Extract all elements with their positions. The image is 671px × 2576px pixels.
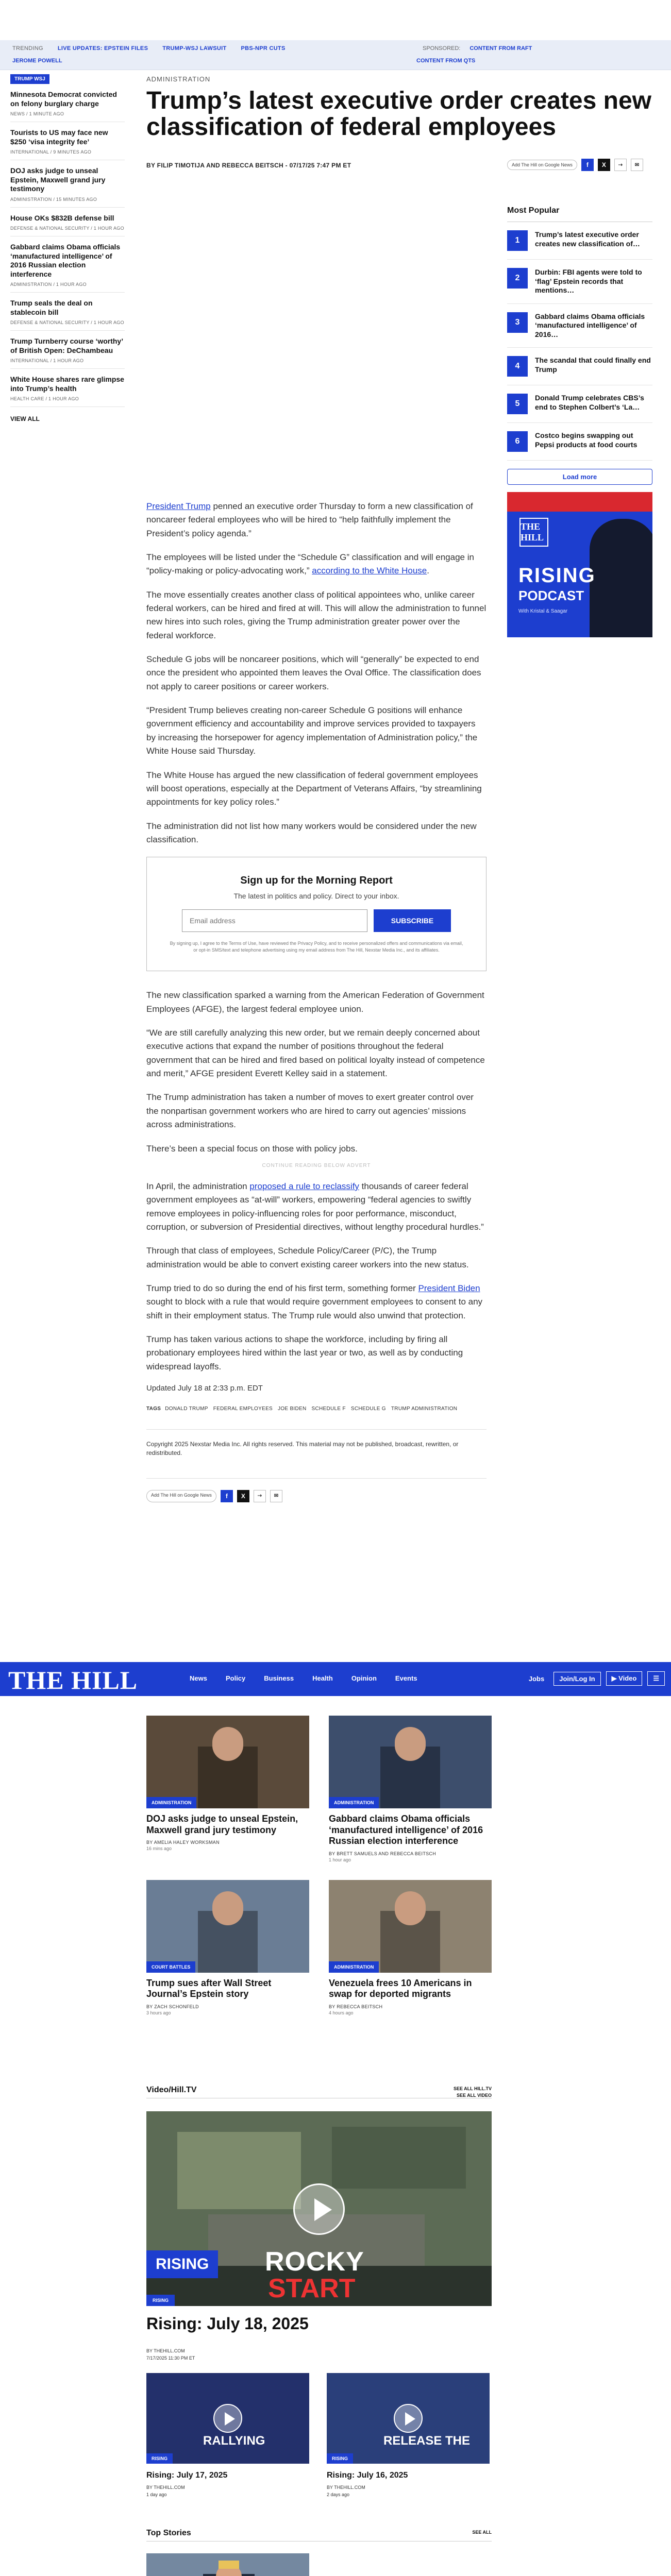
article-paragraph: Trump tried to do so during the end of his first term, something former President Biden sought to block with a rule that would require government employees to consent to any shift in their employment status. The Trump rule would also unwind that protection. xyxy=(146,1283,483,1320)
latest-news-title: Trump Turnberry course ‘worthy’ of British Open: DeChambeau xyxy=(10,337,123,354)
latest-news-meta: ADMINISTRATION / 1 HOUR AGO xyxy=(10,282,87,287)
article-paragraph: “We are still carefully analyzing this new order, but we remain deeply concerned about executive actions that expand the number of positions throughout the federal government that can be hired and fired based on political loyalty instead of competence and merit,” AFGE president Everett Kelley said in a statement. xyxy=(146,1028,485,1079)
video-category-tag: RISING xyxy=(146,2295,175,2306)
video-overlay-text: START xyxy=(268,2274,356,2303)
story-time: 1 hour ago xyxy=(329,1857,351,1862)
google-news-button[interactable]: Add The Hill on Google News xyxy=(146,1490,216,1502)
email-icon[interactable]: ✉ xyxy=(270,1490,282,1502)
video-category-tag: RISING xyxy=(146,2453,173,2464)
newsletter-form xyxy=(167,909,465,932)
video-card[interactable] xyxy=(327,2373,490,2498)
trending-link[interactable]: JEROME POWELL xyxy=(12,58,62,64)
story-tag: ADMINISTRATION xyxy=(146,1797,196,1808)
featured-video-title[interactable]: Rising: July 18, 2025 xyxy=(146,2314,309,2333)
video-byline: BY THEHILL.COM xyxy=(327,2485,365,2490)
facebook-icon[interactable]: f xyxy=(221,1490,233,1502)
newsletter-heading: Sign up for the Morning Report xyxy=(240,875,393,887)
latest-news-item[interactable] xyxy=(10,160,125,208)
facebook-icon[interactable]: f xyxy=(581,159,594,171)
most-popular xyxy=(507,206,652,637)
story-byline: BY ZACH SCHONFELD xyxy=(146,2004,199,2009)
video-meta xyxy=(146,2484,309,2498)
most-popular-title: Costco begins swapping out Pepsi products at food courts xyxy=(535,431,638,449)
play-icon[interactable] xyxy=(394,2404,423,2433)
share-icon[interactable]: ⇢ xyxy=(254,1490,266,1502)
story-card[interactable] xyxy=(146,1716,309,1862)
video-button[interactable] xyxy=(606,1671,643,1686)
latest-news-item[interactable] xyxy=(10,84,125,122)
article-paragraph: The move essentially creates another class of political appointees who, unlike career federal workers, can be hired and fired at will. This will allow the administration to funnel new hires into such roles, giving the Trump administration greater power over the federal workforce. xyxy=(146,589,487,640)
trending-link[interactable]: TRUMP-WSJ LAWSUIT xyxy=(162,45,227,52)
story-tag: ADMINISTRATION xyxy=(329,1961,379,1973)
sponsored-link[interactable]: CONTENT FROM QTS xyxy=(416,58,476,64)
story-title: Gabbard claims Obama officials ‘manufactured intelligence’ of 2016 Russian election interference xyxy=(329,1814,483,1846)
share-icon[interactable]: ⇢ xyxy=(614,159,627,171)
trending-row xyxy=(12,45,286,52)
article-paragraph: President Trump penned an executive order Thursday to form a new classification of noncareer federal employees who will be hired to “help faithfully implement the President’s policy agenda.” xyxy=(146,501,473,538)
story-byline: BY BRETT SAMUELS AND REBECCA BEITSCH xyxy=(329,1851,437,1856)
video-byline: BY THEHILL.COM xyxy=(146,2485,185,2490)
video-date: 7/17/2025 11:30 PM ET xyxy=(146,2355,195,2361)
article-header xyxy=(146,70,651,169)
story-title: Trump sues after Wall Street Journal’s Epstein story xyxy=(146,1977,272,1999)
article-paragraph: The White House has argued the new classification of federal government employees will boost operations, especially at the Department of Veterans Affairs, “by streamlining appointments for key policy roles.” xyxy=(146,770,482,807)
video-thumbnail xyxy=(146,2373,309,2464)
top-stories-header xyxy=(146,2529,492,2541)
article-paragraph: “President Trump believes creating non-career Schedule G positions will enhance government efficiency and accountability and improve services provided to taxpayers by increasing the horsepower for agency implementation of Administration policy,” the White House said Thursday. xyxy=(146,705,478,756)
most-popular-item[interactable] xyxy=(507,385,652,423)
most-popular-title: Gabbard claims Obama officials ‘manufactured intelligence’ of 2016… xyxy=(535,312,645,338)
latest-news-meta: DEFENSE & NATIONAL SECURITY / 1 HOUR AGO xyxy=(10,320,124,325)
nav-item[interactable]: News xyxy=(190,1674,207,1682)
see-all-hilltv-link[interactable]: SEE ALL HILL.TV xyxy=(453,2086,492,2091)
article-category[interactable]: ADMINISTRATION xyxy=(146,75,211,83)
nav-right xyxy=(525,1671,665,1686)
newsletter-disclaimer: By signing up, I agree to the Terms of Use, have reviewed the Privacy Policy, and to receive personalized offers and communications via email, or opt-in SMS/text and telephone advertising using my email address from The Hill, Nexstar Media Inc., and its affiliates. xyxy=(170,941,463,953)
latest-news-title: Gabbard claims Obama officials ‘manufactured intelligence’ of 2016 Russian election interference xyxy=(10,243,121,278)
story-card[interactable] xyxy=(329,1880,492,2015)
x-icon[interactable]: X xyxy=(237,1490,249,1502)
latest-news-meta: INTERNATIONAL / 9 MINUTES AGO xyxy=(10,149,92,155)
story-tag: ADMINISTRATION xyxy=(329,1797,379,1808)
article-paragraph: The employees will be listed under the “Schedule G” classification and will engage in “policy-making or policy-advocating work,” according to the White House. xyxy=(146,552,474,576)
most-popular-item[interactable] xyxy=(507,348,652,385)
video-section-header xyxy=(146,2086,492,2098)
story-byline: BY AMELIA HALEY WORKSMAN xyxy=(146,1840,220,1845)
video-section-title: Video/Hill.TV xyxy=(146,2086,197,2094)
updated-note: Updated July 18 at 2:33 p.m. EDT xyxy=(146,1383,263,1393)
play-icon: ▶ xyxy=(611,1674,619,1682)
sponsored-row xyxy=(423,45,532,52)
trending-label: TRENDING xyxy=(12,45,43,52)
story-photo xyxy=(146,2553,309,2576)
rank-badge: 4 xyxy=(507,356,528,377)
latest-news-meta: INTERNATIONAL / 1 HOUR AGO xyxy=(10,358,84,363)
video-overlay-text: RELEASE THE xyxy=(383,2434,471,2448)
video-overlay-text: ROCKY xyxy=(265,2247,364,2277)
article-paragraph: In April, the administration proposed a rule to reclassify thousands of career federal government employees as “at-will” workers, empowering “federal agencies to swiftly remove employees in policy-influencing roles for poor performance, misconduct, corruption, or subversion of Presidential directives, without lengthy procedural hurdles.” xyxy=(146,1181,484,1232)
article-paragraph: Schedule G jobs will be noncareer positions, which will “generally” be expected to end once the president who appointed them leaves the Oval Office. The classification does not apply to career positions or career workers. xyxy=(146,654,481,691)
article-paragraph: There’s been a special focus on those with policy jobs. xyxy=(146,1143,358,1154)
rank-badge: 5 xyxy=(507,394,528,414)
latest-news-sidebar xyxy=(10,70,125,422)
story-tag: COURT BATTLES xyxy=(146,1961,195,1973)
trending-bar xyxy=(0,40,671,70)
load-more-button[interactable]: Load more xyxy=(507,469,652,485)
related-stories xyxy=(146,1716,492,2015)
video-title: Rising: July 17, 2025 xyxy=(146,2471,228,2480)
share-bar xyxy=(507,159,643,171)
email-icon[interactable]: ✉ xyxy=(631,159,643,171)
newsletter-signup xyxy=(146,857,487,971)
latest-news-item[interactable] xyxy=(10,236,125,293)
tag-link[interactable]: TRUMP ADMINISTRATION xyxy=(391,1405,458,1412)
play-icon[interactable] xyxy=(293,2183,345,2235)
subscribe-button[interactable]: SUBSCRIBE xyxy=(374,909,451,932)
latest-news-title: House OKs $832B defense bill xyxy=(10,213,114,222)
video-date: 2 days ago xyxy=(327,2492,350,2497)
story-time: 16 mins ago xyxy=(146,1846,172,1852)
most-popular-heading: Most Popular xyxy=(507,206,652,222)
story-time: 3 hours ago xyxy=(146,2010,171,2015)
ad-label: CONTINUE READING BELOW ADVERT xyxy=(262,1162,371,1168)
story-photo xyxy=(329,1716,492,1808)
nav-item[interactable]: Business xyxy=(264,1674,294,1682)
latest-news-item[interactable] xyxy=(10,331,125,369)
tag-link[interactable]: DONALD TRUMP xyxy=(165,1405,208,1412)
nav-item-jobs[interactable]: Jobs xyxy=(528,1674,545,1683)
rank-badge: 1 xyxy=(507,230,528,251)
story-image xyxy=(329,1716,492,1808)
play-icon[interactable] xyxy=(213,2404,242,2433)
nav-item[interactable]: Events xyxy=(395,1674,417,1682)
main-nav xyxy=(190,1674,417,1682)
tag-link[interactable]: SCHEDULE G xyxy=(350,1405,386,1412)
newsletter-subheading: The latest in politics and policy. Direct to your inbox. xyxy=(233,892,399,901)
inline-link[interactable]: President Biden xyxy=(418,1283,480,1293)
story-time: 4 hours ago xyxy=(329,2010,354,2015)
site-navbar xyxy=(0,1662,671,1696)
google-news-button[interactable]: Add The Hill on Google News xyxy=(507,160,577,170)
story-image xyxy=(146,1716,309,1808)
copyright-note: Copyright 2025 Nexstar Media Inc. All rights reserved. This material may not be published, broadcast, rewritten, or redistributed. xyxy=(146,1429,487,1458)
story-byline: BY REBECCA BEITSCH xyxy=(329,2004,383,2009)
story-photo xyxy=(146,1880,309,1973)
share-bar-bottom xyxy=(146,1478,487,1502)
inline-link[interactable]: according to the White House xyxy=(312,566,427,576)
view-all-link[interactable]: VIEW ALL xyxy=(10,415,40,422)
trending-link[interactable]: PBS-NPR CUTS xyxy=(241,45,286,52)
video-button-label: Video xyxy=(618,1674,637,1682)
podcast-hosts: With Kristal & Saagar xyxy=(518,608,568,614)
most-popular-item[interactable] xyxy=(507,260,652,304)
sponsored-link[interactable]: CONTENT FROM RAFT xyxy=(469,45,532,52)
video-byline: BY THEHILL.COM xyxy=(146,2348,185,2353)
tag-link[interactable]: FEDERAL EMPLOYEES xyxy=(213,1405,273,1412)
host-photo xyxy=(590,519,652,637)
sponsored-label: SPONSORED: xyxy=(423,45,461,52)
most-popular-title: Donald Trump celebrates CBS’s end to Stephen Colbert’s ‘La… xyxy=(535,394,644,411)
video-thumbnail xyxy=(327,2373,490,2464)
rising-podcast-ad[interactable] xyxy=(507,492,652,637)
tag-link[interactable]: SCHEDULE F xyxy=(311,1405,346,1412)
story-card[interactable] xyxy=(146,1880,309,2015)
podcast-title: RISING xyxy=(518,564,596,587)
video-title: Rising: July 16, 2025 xyxy=(327,2471,408,2480)
inline-link[interactable]: President Trump xyxy=(146,501,211,511)
latest-news-item[interactable] xyxy=(10,369,125,407)
site-logo[interactable]: THE HILL xyxy=(8,1666,138,1694)
featured-video[interactable] xyxy=(146,2111,492,2306)
latest-news-title: Trump seals the deal on stablecoin bill xyxy=(10,299,93,316)
hill-logo: THE HILL xyxy=(519,518,548,547)
story-image xyxy=(146,2553,309,2576)
latest-news-title: DOJ asks judge to unseal Epstein, Maxwell grand jury testimony xyxy=(10,166,106,193)
see-all-link[interactable]: SEE ALL xyxy=(472,2530,492,2535)
story-photo xyxy=(329,1880,492,1973)
rank-badge: 3 xyxy=(507,312,528,333)
story-title: Venezuela frees 10 Americans in swap for deported migrants xyxy=(329,1977,472,1999)
article-paragraph: The new classification sparked a warning from the American Federation of Government Employees (AFGE), the largest federal employee union. xyxy=(146,990,484,1014)
latest-news-meta: NEWS / 1 MINUTE AGO xyxy=(10,111,64,116)
article-paragraph: Trump has taken various actions to shape the workforce, including by firing all probationary employees hired within the last year or two, as well as by conducting widespread layoffs. xyxy=(146,1334,463,1371)
article-paragraph: The Trump administration has taken a number of moves to exert greater control over the nonpartisan government workers who are hired to carry out agencies’ missions across administrations. xyxy=(146,1092,474,1130)
story-image xyxy=(329,1880,492,1973)
nav-item[interactable]: Policy xyxy=(225,1674,246,1682)
most-popular-item[interactable] xyxy=(507,423,652,461)
trending-link[interactable]: LIVE UPDATES: EPSTEIN FILES xyxy=(57,45,148,52)
tags-row xyxy=(146,1406,487,1412)
latest-news-item[interactable] xyxy=(10,122,125,160)
most-popular-title: Trump’s latest executive order creates new classification of… xyxy=(535,230,640,248)
see-all-video-link[interactable]: SEE ALL VIDEO xyxy=(456,2092,492,2098)
latest-news-meta: HEALTH CARE / 1 HOUR AGO xyxy=(10,396,79,401)
latest-news-title: Tourists to US may face new $250 ‘visa integrity fee’ xyxy=(10,128,108,146)
most-popular-title: The scandal that could finally end Trump xyxy=(535,356,651,374)
tag-link[interactable]: JOE BIDEN xyxy=(278,1405,307,1412)
rank-badge: 6 xyxy=(507,431,528,452)
latest-news-title: White House shares rare glimpse into Trump’s health xyxy=(10,375,124,393)
story-image xyxy=(146,1880,309,1973)
video-category-tag: RISING xyxy=(327,2453,353,2464)
rank-badge: 2 xyxy=(507,268,528,289)
latest-news-title: Minnesota Democrat convicted on felony burglary charge xyxy=(10,90,117,108)
nav-item[interactable]: Health xyxy=(312,1674,333,1682)
section-button[interactable]: TRUMP WSJ xyxy=(10,74,49,84)
video-list xyxy=(146,2373,490,2498)
article-body xyxy=(146,500,487,1502)
story-photo xyxy=(146,1716,309,1808)
top-story-card[interactable] xyxy=(146,2553,376,2576)
story-card[interactable] xyxy=(329,1716,492,1862)
video-date: 1 day ago xyxy=(146,2492,167,2497)
tags-label: TAGS xyxy=(146,1405,161,1412)
latest-news-meta: ADMINISTRATION / 15 MINUTES AGO xyxy=(10,196,97,202)
menu-icon[interactable]: ☰ xyxy=(647,1671,665,1686)
most-popular-item[interactable] xyxy=(507,304,652,348)
article-headline: Trump’s latest executive order creates new classification of federal employees xyxy=(146,87,651,141)
nav-item[interactable]: Opinion xyxy=(351,1674,377,1682)
video-meta xyxy=(327,2484,490,2498)
video-links xyxy=(454,2086,492,2098)
latest-news-item[interactable] xyxy=(10,208,125,237)
article-paragraph: Through that class of employees, Schedule Policy/Career (P/C), the Trump administration would be able to convert existing career workers into the new status. xyxy=(146,1246,469,1269)
email-field[interactable] xyxy=(182,909,367,932)
most-popular-item[interactable] xyxy=(507,222,652,260)
top-stories-title: Top Stories xyxy=(146,2529,191,2537)
article-byline: BY FILIP TIMOTIJA AND REBECCA BEITSCH - 07/17/25 7:47 PM ET xyxy=(146,162,351,169)
story-title: DOJ asks judge to unseal Epstein, Maxwell grand jury testimony xyxy=(146,1814,298,1835)
video-card[interactable] xyxy=(146,2373,309,2498)
inline-link[interactable]: proposed a rule to reclassify xyxy=(249,1181,359,1191)
latest-news-meta: DEFENSE & NATIONAL SECURITY / 1 HOUR AGO xyxy=(10,226,124,231)
podcast-subtitle: PODCAST xyxy=(518,588,584,603)
most-popular-title: Durbin: FBI agents were told to ‘flag’ Epstein records that mentions… xyxy=(535,268,642,294)
featured-video-meta xyxy=(146,2347,195,2362)
x-icon[interactable]: X xyxy=(598,159,610,171)
ad-stripe xyxy=(507,492,652,512)
article-paragraph: The administration did not list how many workers would be considered under the new classification. xyxy=(146,821,477,844)
rising-tag: RISING xyxy=(146,2250,218,2278)
latest-news-item[interactable] xyxy=(10,293,125,331)
video-overlay-text: RALLYING xyxy=(203,2434,265,2448)
login-button[interactable]: Join/Log In xyxy=(553,1672,600,1686)
